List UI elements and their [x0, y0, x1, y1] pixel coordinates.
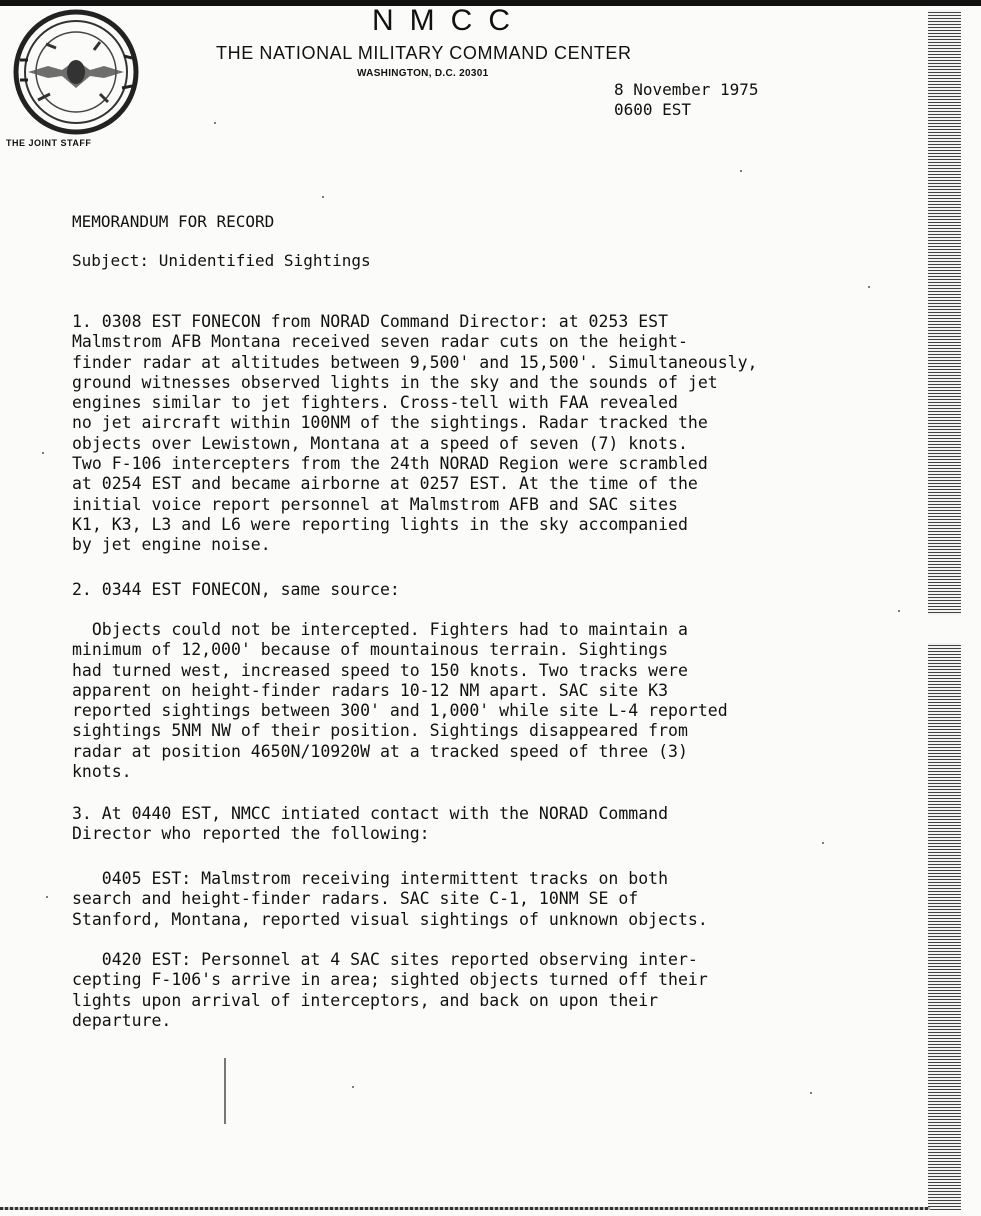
scan-speck	[868, 286, 870, 288]
paragraph-line: finder radar at altitudes between 9,500' and 15,500'. Simultaneously,	[72, 352, 758, 372]
scan-edge-gap	[928, 615, 961, 643]
paragraph-line: minimum of 12,000' because of mountainous terrain. Sightings	[72, 640, 669, 660]
scan-speck	[322, 196, 324, 198]
paragraph-line: engines similar to jet fighters. Cross-tell with FAA revealed	[72, 393, 678, 413]
paragraph-line: lights upon arrival of interceptors, and back on upon their	[72, 990, 659, 1010]
paragraph-line: 3. At 0440 EST, NMCC intiated contact with the NORAD Command	[72, 804, 669, 823]
scan-speck	[822, 842, 824, 844]
paragraph-line: sightings 5NM NW of their position. Sightings disappeared from	[72, 721, 688, 741]
joint-staff-seal-icon	[4, 8, 144, 136]
scan-speck	[42, 452, 44, 454]
paragraph-line: 0420 EST: Personnel at 4 SAC sites reported observing inter-	[72, 950, 698, 969]
seal-caption: THE JOINT STAFF	[6, 138, 92, 148]
paragraph-5	[72, 869, 708, 930]
scan-bottom-border	[0, 1207, 930, 1210]
paragraph-line: 2. 0344 EST FONECON, same source:	[72, 580, 400, 599]
paragraph-line: 1. 0308 EST FONECON from NORAD Command Director: at 0253 EST	[72, 312, 669, 331]
paragraph-line: at 0254 EST and became airborne at 0257 EST. At the time of the	[72, 474, 698, 494]
letterhead-acronym: NMCC	[372, 4, 526, 37]
paragraph-line: Stanford, Montana, reported visual sightings of unknown objects.	[72, 909, 708, 929]
paragraph-4	[72, 804, 668, 845]
paragraph-line: initial voice report personnel at Malmstrom AFB and SAC sites	[72, 494, 678, 514]
paragraph-line: ground witnesses observed lights in the sky and the sounds of jet	[72, 372, 718, 392]
letterhead-location: WASHINGTON, D.C. 20301	[357, 68, 489, 79]
memo-date: 8 November 1975	[614, 80, 759, 99]
scan-speck	[810, 1092, 812, 1094]
scan-speck	[740, 170, 742, 172]
scan-speck	[214, 122, 216, 124]
date-block	[614, 80, 759, 120]
paragraph-line: objects over Lewistown, Montana at a speed of seven (7) knots.	[72, 433, 688, 453]
paragraph-3	[72, 620, 728, 782]
paragraph-line: K1, K3, L3 and L6 were reporting lights in the sky accompanied	[72, 514, 688, 534]
scan-speck	[898, 610, 900, 612]
scan-stroke	[224, 1058, 226, 1124]
paragraph-1	[72, 312, 757, 556]
paragraph-line: apparent on height-finder radars 10-12 NM apart. SAC site K3	[72, 680, 669, 700]
paragraph-line: no jet aircraft within 100NM of the sightings. Radar tracked the	[72, 413, 708, 433]
paragraph-line: radar at position 4650N/10920W at a tracked speed of three (3)	[72, 741, 688, 761]
memo-time: 0600 EST	[614, 100, 692, 119]
letterhead-organization: THE NATIONAL MILITARY COMMAND CENTER	[216, 43, 632, 63]
paragraph-line: reported sightings between 300' and 1,000' while site L-4 reported	[72, 701, 728, 721]
paragraph-line: by jet engine noise.	[72, 535, 271, 555]
scan-speck	[352, 1086, 354, 1088]
scan-right-edge-noise	[928, 10, 961, 1210]
memo-subject: Subject: Unidentified Sightings	[72, 251, 371, 270]
paragraph-2	[72, 580, 400, 600]
paragraph-line: Two F-106 intercepters from the 24th NORAD Region were scrambled	[72, 454, 708, 474]
paragraph-line: departure.	[72, 1010, 172, 1030]
paragraph-line: Objects could not be intercepted. Fighters had to maintain a	[72, 620, 688, 639]
paragraph-6	[72, 950, 708, 1031]
paragraph-line: 0405 EST: Malmstrom receiving intermittent tracks on both	[72, 869, 669, 888]
scan-speck	[46, 896, 48, 898]
paragraph-line: had turned west, increased speed to 150 knots. Two tracks were	[72, 660, 688, 680]
paragraph-line: Director who reported the following:	[72, 824, 430, 844]
paragraph-line: cepting F-106's arrive in area; sighted objects turned off their	[72, 970, 708, 990]
memo-title: MEMORANDUM FOR RECORD	[72, 212, 275, 231]
paragraph-line: Malmstrom AFB Montana received seven radar cuts on the height-	[72, 332, 688, 352]
paragraph-line: search and height-finder radars. SAC site C-1, 10NM SE of	[72, 889, 639, 909]
paragraph-line: knots.	[72, 762, 132, 782]
